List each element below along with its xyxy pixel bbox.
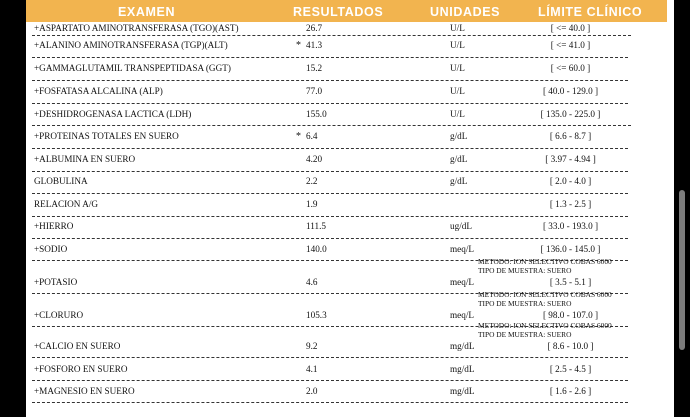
result-value: 1.9 [306,199,318,209]
exam-name: +FOSFATASA ALCALINA (ALP) [34,86,163,96]
unit-value: meq/L [450,244,474,254]
clinical-limit: [ 2.5 - 4.5 ] [549,364,592,374]
row-separator [32,35,631,36]
unit-value: U/L [450,23,465,33]
row-separator [32,216,628,217]
method-note: METODO: ION SELECTIVO COBAS 6000 [478,290,612,299]
row-separator [32,148,628,149]
result-value: 77.0 [306,86,323,96]
clinical-limit: [ <= 41.0 ] [550,40,591,50]
exam-name: +GAMMAGLUTAMIL TRANSPEPTIDASA (GGT) [34,63,231,73]
header-examen: EXAMEN [118,5,176,19]
clinical-limit: [ 136.0 - 145.0 ] [540,244,601,254]
exam-name: RELACION A/G [34,199,99,209]
exam-name: +POTASIO [34,277,78,287]
scrollbar-thumb[interactable] [679,190,685,350]
exam-name: +MAGNESIO EN SUERO [34,386,135,396]
result-value: 140.0 [306,244,327,254]
unit-value: mg/dL [450,386,475,396]
exam-name: +HIERRO [34,221,74,231]
method-note: METODO: ION SELECTIVO COBAS 6000 [478,257,612,266]
unit-value: meq/L [450,277,474,287]
unit-value: g/dL [450,131,468,141]
unit-value: U/L [450,86,465,96]
row-separator [32,193,628,194]
unit-value: mg/dL [450,341,475,351]
result-value: 111.5 [306,221,326,231]
exam-name: +CALCIO EN SUERO [34,341,121,351]
row-separator [32,380,628,381]
row-separator [32,103,628,104]
unit-value: U/L [450,40,465,50]
exam-name: +CLORURO [34,310,84,320]
unit-value: g/dL [450,154,468,164]
clinical-limit: [ 8.6 - 10.0 ] [547,341,594,351]
abnormal-flag: * [296,40,301,51]
clinical-limit: [ 40.0 - 129.0 ] [542,86,599,96]
method-note: METODO: ION SELECTIVO COBAS 6000 [478,321,612,330]
clinical-limit: [ <= 40.0 ] [550,23,591,33]
header-resultados: RESULTADOS [293,5,384,19]
result-value: 26.7 [306,23,323,33]
clinical-limit: [ 1.6 - 2.6 ] [549,386,592,396]
row-separator [32,402,628,403]
result-value: 155.0 [306,109,327,119]
clinical-limit: [ 135.0 - 225.0 ] [540,109,601,119]
unit-value: mg/dL [450,364,475,374]
clinical-limit: [ 1.3 - 2.5 ] [549,199,592,209]
result-value: 6.4 [306,131,318,141]
result-value: 9.2 [306,341,318,351]
unit-value: meq/L [450,310,474,320]
clinical-limit: [ 98.0 - 107.0 ] [542,310,599,320]
result-value: 105.3 [306,310,327,320]
unit-value: g/dL [450,176,468,186]
clinical-limit: [ 3.5 - 5.1 ] [549,277,592,287]
lab-report-page [26,0,674,417]
exam-name: +SODIO [34,244,68,254]
clinical-limit: [ <= 60.0 ] [550,63,591,73]
result-value: 4.1 [306,364,318,374]
exam-name: +PROTEINAS TOTALES EN SUERO [34,131,179,141]
clinical-limit: [ 2.0 - 4.0 ] [549,176,592,186]
clinical-limit: [ 33.0 - 193.0 ] [542,221,599,231]
result-value: 4.20 [306,154,323,164]
clinical-limit: [ 3.97 - 4.94 ] [545,154,596,164]
row-separator [32,57,628,58]
exam-name: +ALANINO AMINOTRANSFERASA (TGP)(ALT) [34,40,228,50]
header-limite-clinico: LÍMITE CLÍNICO [538,5,643,19]
row-separator [32,357,628,358]
row-separator [32,238,628,239]
clinical-limit: [ 6.6 - 8.7 ] [549,131,592,141]
result-value: 2.2 [306,176,318,186]
exam-name: +ASPARTATO AMINOTRANSFERASA (TGO)(AST) [34,23,239,33]
unit-value: ug/dL [450,221,472,231]
sample-type-note: TIPO DE MUESTRA: SUERO [478,330,572,339]
exam-name: GLOBULINA [34,176,88,186]
sample-type-note: TIPO DE MUESTRA: SUERO [478,266,572,275]
result-value: 2.0 [306,386,318,396]
row-separator [32,80,628,81]
row-separator [32,171,628,172]
exam-name: +FOSFORO EN SUERO [34,364,128,374]
sample-type-note: TIPO DE MUESTRA: SUERO [478,299,572,308]
unit-value: U/L [450,109,465,119]
exam-name: +ALBUMINA EN SUERO [34,154,136,164]
result-value: 41.3 [306,40,323,50]
header-unidades: UNIDADES [430,5,501,19]
result-value: 15.2 [306,63,323,73]
result-value: 4.6 [306,277,318,287]
exam-name: +DESHIDROGENASA LACTICA (LDH) [34,109,192,119]
abnormal-flag: * [296,131,301,142]
unit-value: U/L [450,63,465,73]
row-separator [32,125,631,126]
